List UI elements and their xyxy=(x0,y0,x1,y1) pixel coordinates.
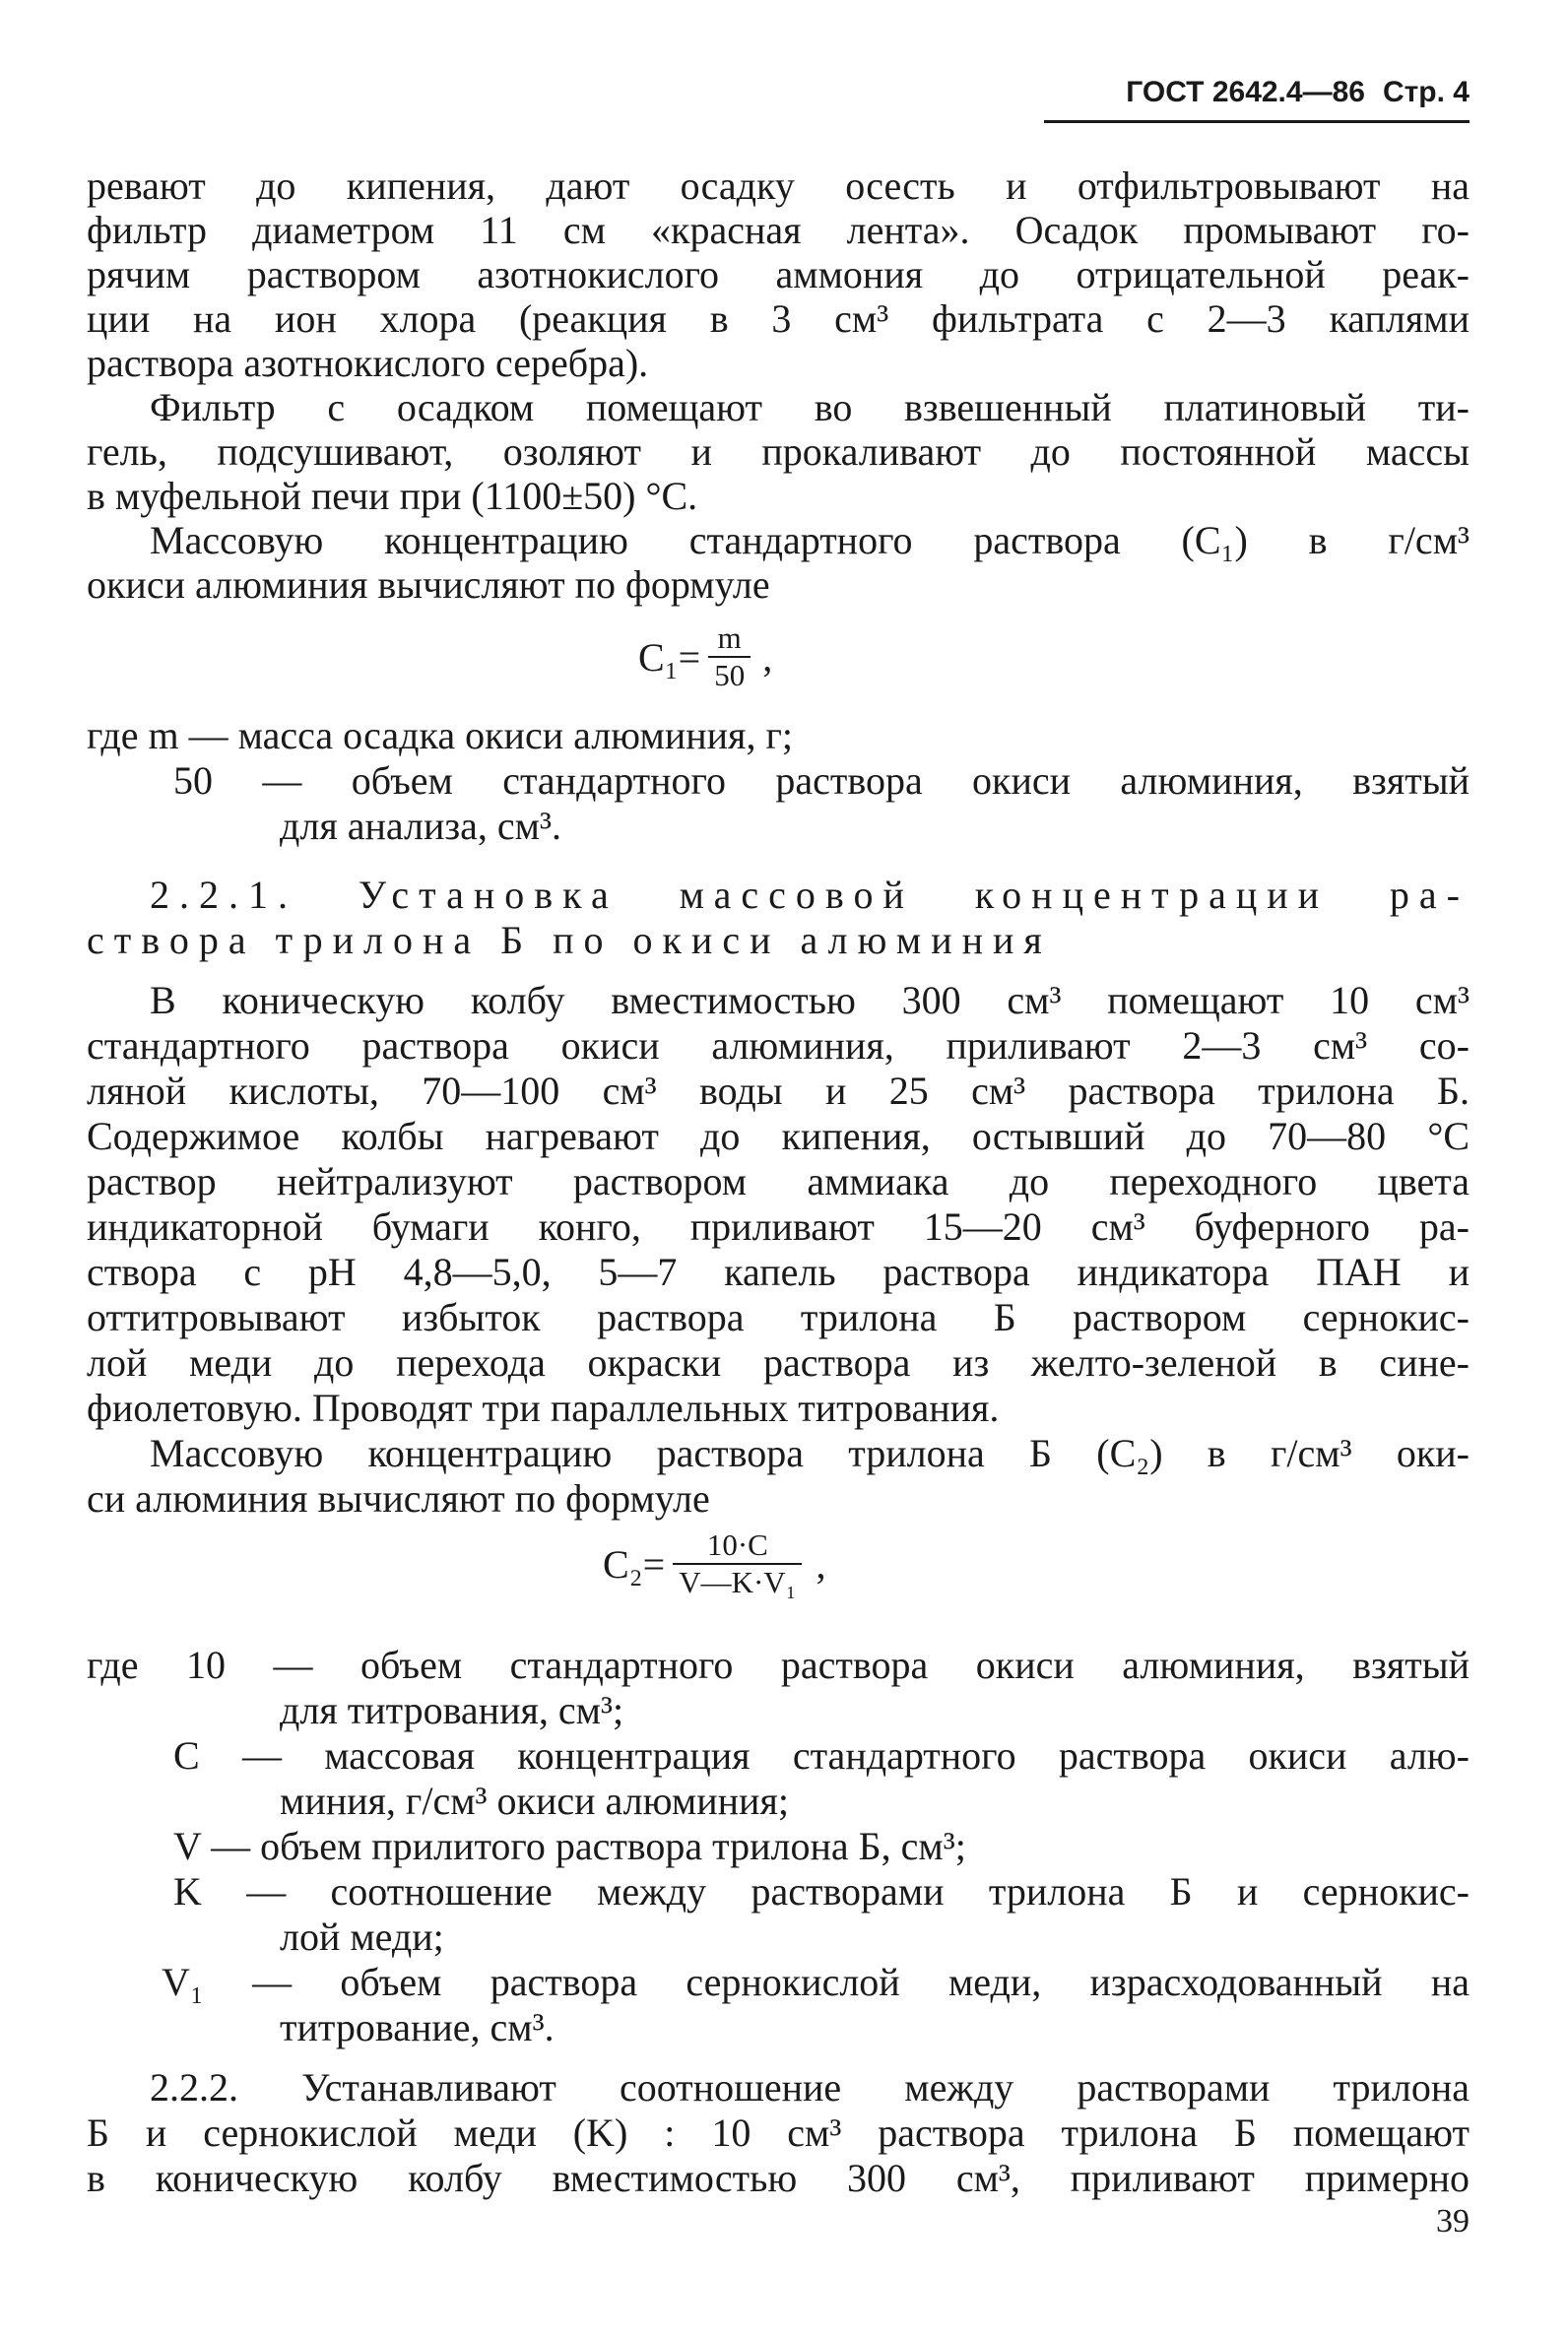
body-line: фиолетовую. Проводят три параллельных титрования. xyxy=(87,1386,1000,1430)
formula-numerator: m xyxy=(717,620,742,655)
definition-line: V — объем прилитого раствора трилона Б, см³; xyxy=(173,1824,966,1868)
page-number: 39 xyxy=(1436,2203,1470,2240)
definition-line: где m — масса осадка окиси алюминия, г; xyxy=(87,713,793,757)
body-line: раствора азотнокислого серебра). xyxy=(87,341,649,385)
body-line: в муфельной печи при (1100±50) °С. xyxy=(87,474,698,518)
body-line: ции на ион хлора (реакция в 3 см³ фильтрата с 2—3 каплями xyxy=(87,296,1470,341)
body-line: ляной кислоты, 70—100 см³ воды и 25 см³ раствора трилона Б. xyxy=(87,1069,1470,1113)
formula-lhs: C₁= xyxy=(638,634,701,680)
formula-fraction xyxy=(673,1527,802,1600)
body-line: окиси алюминия вычисляют по формуле xyxy=(87,562,770,607)
body-line: Б и сернокислой меди (K) : 10 см³ раствора трилона Б помещают xyxy=(87,2110,1470,2155)
formula-lhs: C₂= xyxy=(603,1541,666,1587)
formula-fraction xyxy=(708,620,751,693)
formula-c1 xyxy=(638,620,772,693)
body-line: индикаторной бумаги конго, приливают 15—20 см³ буферного ра- xyxy=(87,1204,1470,1249)
formula-c2 xyxy=(603,1527,825,1600)
definition-line: 50 — объем стандартного раствора окиси алюминия, взятый xyxy=(173,758,1470,803)
standard-code: ГОСТ 2642.4—86 xyxy=(1126,76,1365,108)
body-line: ревают до кипения, дают осадку осесть и отфильтровывают на xyxy=(87,163,1470,208)
definition-line: C — массовая концентрация стандартного раствора окиси алю- xyxy=(173,1733,1470,1778)
page-label: Стр. 4 xyxy=(1382,76,1470,108)
body-line: В коническую колбу вместимостью 300 см³ помещают 10 см³ xyxy=(150,978,1470,1022)
formula-denominator: 50 xyxy=(714,658,746,692)
body-line: раствор нейтрализуют раствором аммиака до переходного цвета xyxy=(87,1159,1470,1203)
body-line: лой меди до перехода окраски раствора из желто-зеленой в сине- xyxy=(87,1340,1470,1385)
section-heading: 2.2.1. Установка массовой концентрации ра- xyxy=(150,873,1470,917)
body-line: оттитровывают избыток раствора трилона Б раствором сернокис- xyxy=(87,1295,1470,1339)
section-heading: створа трилона Б по окиси алюминия xyxy=(87,918,1052,962)
body-line: Массовую концентрацию раствора трилона Б (C₂) в г/см³ оки- xyxy=(150,1431,1470,1475)
body-line: рячим раствором азотнокислого аммония до отрицательной реак- xyxy=(87,252,1470,296)
page-header xyxy=(1044,67,1470,123)
body-line: в коническую колбу вместимостью 300 см³, приливают примерно xyxy=(87,2156,1470,2200)
definition-line: титрование, см³. xyxy=(280,2005,555,2049)
definition-line: V₁ — объем раствора сернокислой меди, израсходованный на xyxy=(162,1960,1470,2004)
definition-line: лой меди; xyxy=(280,1915,444,1959)
definition-line: для анализа, см³. xyxy=(280,804,561,848)
body-line: Содержимое колбы нагревают до кипения, остывший до 70—80 °С xyxy=(87,1114,1470,1158)
formula-tail: , xyxy=(816,1541,826,1587)
body-line: фильтр диаметром 11 см «красная лента». Осадок промывают го- xyxy=(87,208,1470,252)
formula-tail: , xyxy=(762,634,773,680)
body-line: створа с pH 4,8—5,0, 5—7 капель раствора индикатора ПАН и xyxy=(87,1250,1470,1294)
definition-line: K — соотношение между растворами трилона Б и сернокис- xyxy=(173,1869,1470,1914)
body-line: Фильтр с осадком помещают во взвешенный платиновый ти- xyxy=(150,385,1470,429)
definition-line: где 10 — объем стандартного раствора окиси алюминия, взятый xyxy=(87,1643,1470,1687)
definition-line: миния, г/см³ окиси алюминия; xyxy=(280,1779,789,1823)
body-line: си алюминия вычисляют по формуле xyxy=(87,1476,710,1521)
definition-line: для титрования, см³; xyxy=(280,1688,624,1732)
body-line: стандартного раствора окиси алюминия, приливают 2—3 см³ со- xyxy=(87,1023,1470,1068)
body-line: Массовую концентрацию стандартного раствора (C₁) в г/см³ xyxy=(150,518,1470,562)
body-line: 2.2.2. Устанавливают соотношение между растворами трилона xyxy=(150,2065,1470,2110)
formula-numerator: 10·C xyxy=(706,1527,768,1562)
body-line: гель, подсушивают, озоляют и прокаливают до постоянной массы xyxy=(87,429,1470,474)
formula-denominator: V—K·V₁ xyxy=(679,1565,797,1599)
